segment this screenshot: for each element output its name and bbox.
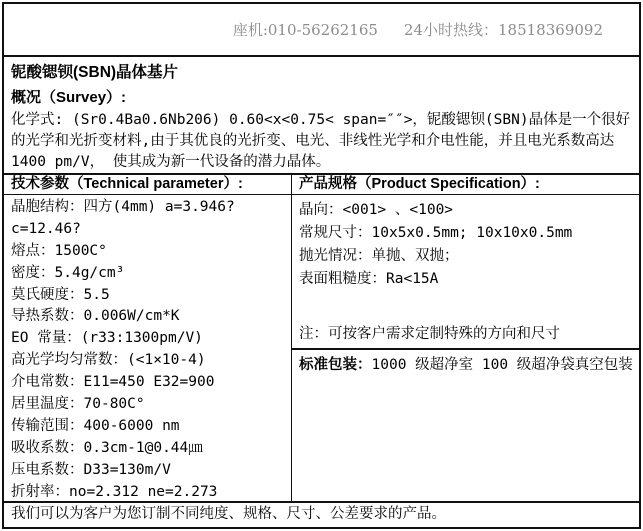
- technical-param-line: 传输范围：400-6000 nm: [11, 417, 180, 434]
- specification-column: [292, 195, 639, 501]
- technical-param-line: c=12.46?: [11, 220, 81, 237]
- technical-param-line: 居里温度：70-80C°: [11, 396, 145, 413]
- page-frame: [2, 2, 641, 529]
- landline-number: 座机:010-56262165: [232, 21, 378, 39]
- spec-line: 晶向：<001> 、<100>: [299, 202, 454, 218]
- spec-line: 表面粗糙度：Ra<15A: [299, 271, 439, 287]
- technical-param-line: 介电常数：E11=450 E32=900: [11, 374, 215, 391]
- customization-note: 注：可按客户需求定制特殊的方向和尺寸: [299, 326, 560, 342]
- technical-param-line: 导热系数：0.006W/cm*K: [11, 308, 180, 325]
- packaging-text: 1000 级超净室 100 级超净袋真空包装: [371, 357, 633, 373]
- page-title: 铌酸锶钡(SBN)晶体基片: [11, 64, 179, 81]
- technical-param-line: 莫氏硬度：5.5: [11, 286, 110, 303]
- intro-section: [4, 57, 639, 175]
- technical-param-line: 压电系数：D33=130m/V: [11, 461, 171, 478]
- technical-param-line: EO 常量：(r33:1300pm/V): [11, 330, 203, 347]
- technical-param-line: 高光学均匀常数：(<1×10-4): [11, 352, 206, 369]
- footer-note: 我们可以为客户为您订制不同纯度、规格、尺寸、公差要求的产品。: [4, 501, 639, 527]
- survey-heading: 概况（Survey）:: [11, 89, 127, 106]
- section-header-row: [4, 175, 639, 195]
- packaging-label: 标准包装：: [299, 357, 372, 373]
- survey-paragraph: 化学式: (Sr0.4Ba0.6Nb206) 0.60<x<0.75< span=″″>，铌酸锶钡(SBN)晶体是一个很好的光学和光折变材料,由于其优良的光折变、电光、非线性光学和介电性能，并且电光系数高达 1400 pm/V， 使其成为新一代设备的潜力晶体。: [11, 112, 631, 170]
- technical-param-line: 密度：5.4g/cm³: [11, 264, 125, 281]
- technical-param-line: 折射率：no=2.312 ne=2.273: [11, 483, 218, 500]
- product-specification-heading: 产品规格（Product Specification）:: [299, 176, 540, 192]
- technical-param-line: 熔点：1500C°: [11, 242, 107, 259]
- spec-line: 抛光情况：单抛、双抛；: [299, 248, 459, 264]
- hotline-number: 24小时热线：18518369092: [403, 21, 603, 39]
- technical-parameter-cell: [4, 195, 292, 501]
- standard-packaging-cell: [292, 350, 639, 501]
- product-specification-cell: [292, 195, 639, 350]
- technical-param-line: 晶胞结构：四方(4mm) a=3.946?: [11, 199, 235, 215]
- technical-parameter-heading: 技术参数（Technical parameter）:: [4, 175, 292, 194]
- spec-line: 常规尺寸：10x5x0.5mm; 10x10x0.5mm: [299, 225, 573, 241]
- contact-bar: [4, 4, 639, 57]
- technical-param-line: 吸收系数：0.3cm-1@0.44㎛: [11, 439, 203, 456]
- parameter-columns: [4, 195, 639, 501]
